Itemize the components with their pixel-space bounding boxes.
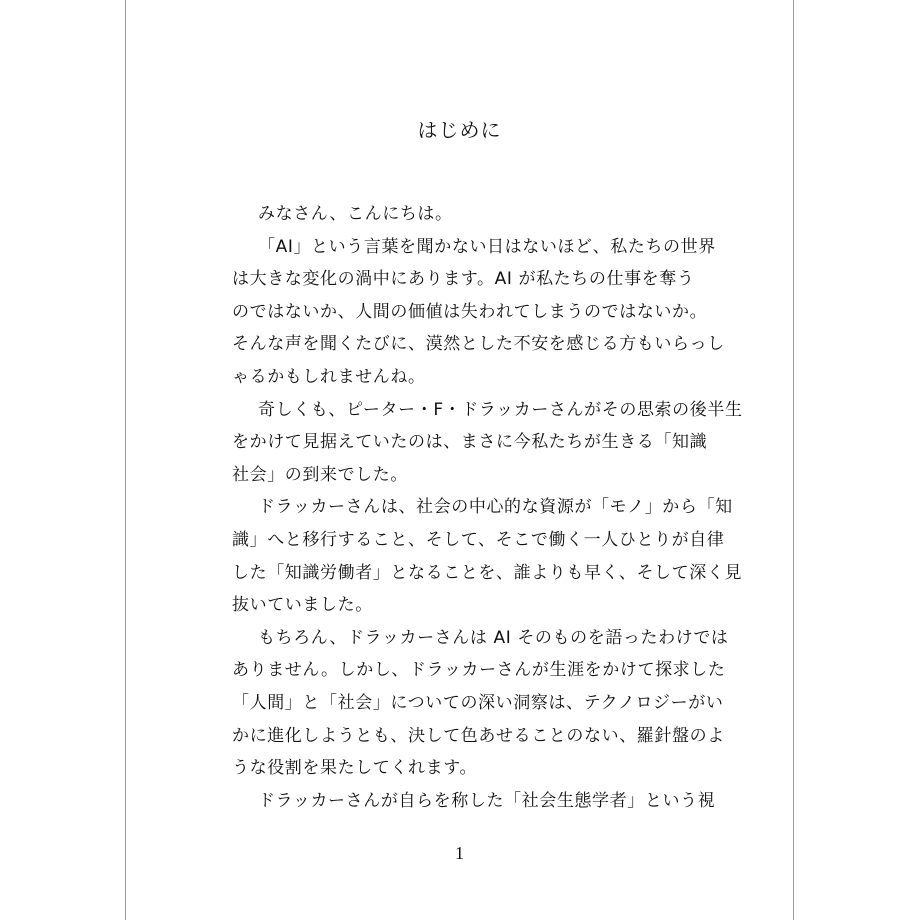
text-line: みなさん、こんにちは。 (258, 204, 453, 224)
text-line: 奇しくも、ピーター・F・ドラッカーさんがその思索の後半生 (258, 399, 743, 420)
text-line: した「知識労働者」となることを、誰よりも早く、そして深く見 (232, 562, 743, 583)
text-line: もちろん、ドラッカーさんは AI そのものを語ったわけでは (258, 627, 729, 648)
text-line: ゃるかもしれませんね。 (232, 366, 426, 387)
text-line: 抜いていました。 (232, 595, 373, 616)
body-text (232, 198, 832, 817)
document-page (125, 0, 794, 920)
text-line: うな役割を果たしてくれます。 (232, 758, 478, 779)
text-line: 「人間」と「社会」についての深い洞察は、テクノロジーがい (232, 692, 724, 713)
page-title: はじめに (417, 118, 502, 142)
text-line: そんな声を聞くたびに、漠然とした不安を感じる方もいらっし (232, 334, 725, 355)
text-line: 社会」の到来でした。 (232, 464, 408, 485)
text-line: ありません。しかし、ドラッカーさんが生涯をかけて探求した (232, 660, 726, 681)
page-number: 1 (455, 843, 464, 863)
text-line: をかけて見据えていたのは、まさに今私たちが生きる「知識 (232, 432, 708, 453)
text-line: ドラッカーさんが自らを称した「社会生態学者」という視 (258, 790, 716, 811)
text-line: かに進化しようとも、決して色あせることのない、羅針盤のよ (232, 725, 725, 746)
text-line: 「AI」という言葉を聞かない日はないほど、私たちの世界 (258, 236, 716, 257)
text-line: 識」へと移行すること、そして、そこで働く一人ひとりが自律 (232, 529, 725, 550)
text-line: は大きな変化の渦中にあります。AI が私たちの仕事を奪う (232, 269, 695, 290)
text-line: のではないか、人間の価値は失われてしまうのではないか。 (232, 301, 708, 322)
text-line: ドラッカーさんは、社会の中心的な資源が「モノ」から「知 (258, 497, 733, 518)
